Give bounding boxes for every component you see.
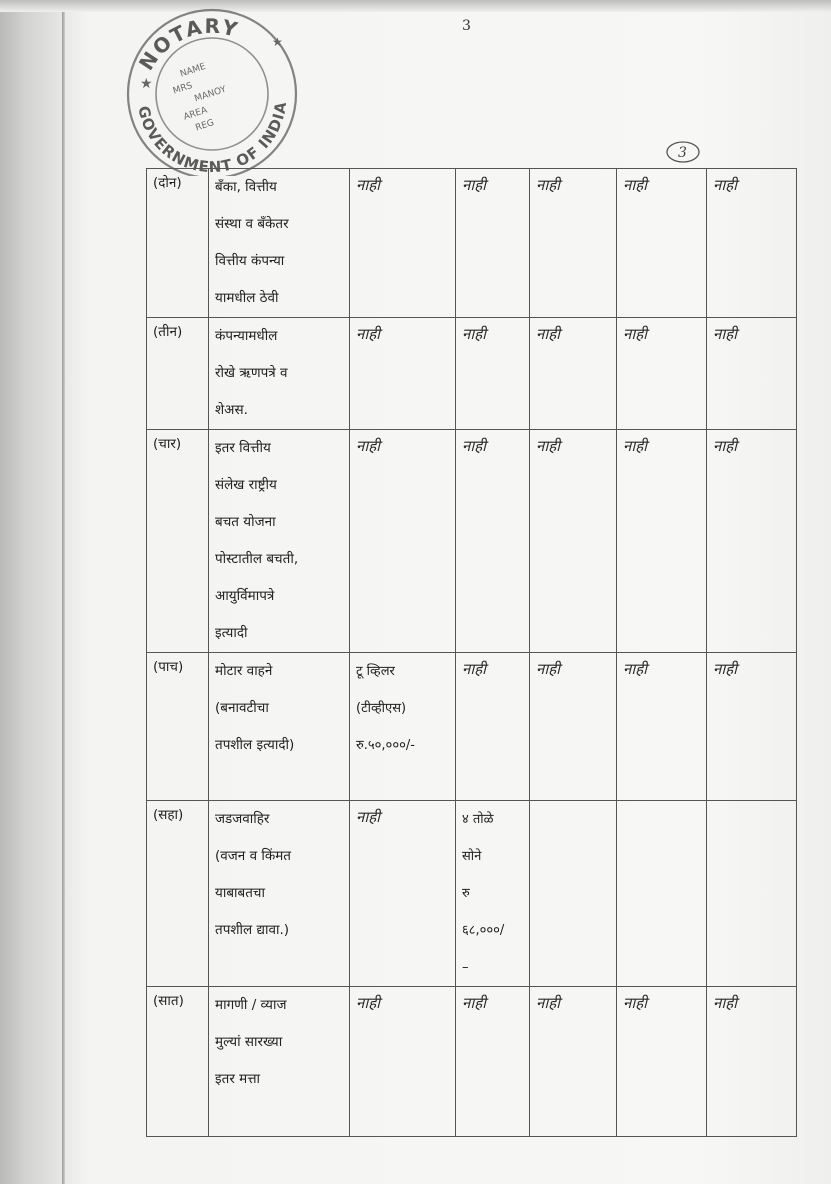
row-description: इतर वित्तीय संलेख राष्ट्रीय बचत योजना पोस्टातील बचती, आयुर्विमापत्रे इत्यादी <box>209 430 350 653</box>
stamp-inner-text: MRS <box>171 80 194 97</box>
cell-value: नाही <box>617 169 707 318</box>
svg-text:GOVERNMENT OF INDIA <box>134 100 290 176</box>
cell-value: नाही <box>530 430 617 653</box>
cell-value: टू व्हिलर (टीव्हीएस) रु.५०,०००/- <box>350 653 456 801</box>
row-number: (पाच) <box>147 653 209 801</box>
binding-spine <box>0 0 62 1184</box>
cell-value: नाही <box>456 318 530 430</box>
svg-text:3: 3 <box>678 145 687 161</box>
cell-value <box>530 801 617 987</box>
cell-value <box>617 801 707 987</box>
cell-value: नाही <box>617 430 707 653</box>
row-description: मागणी / व्याज मुल्यां सारख्या इतर मत्ता <box>209 987 350 1137</box>
cell-value: नाही <box>707 653 797 801</box>
circled-page-mark <box>664 140 702 164</box>
row-description: बँका, वित्तीय संस्था व बँकेतर वित्तीय कंपन्या यामधील ठेवी <box>209 169 350 318</box>
cell-value: नाही <box>530 318 617 430</box>
cell-value: नाही <box>530 169 617 318</box>
cell-value: नाही <box>530 987 617 1137</box>
stamp-inner-text: AREA <box>182 105 209 123</box>
cell-value: नाही <box>350 801 456 987</box>
row-description: मोटार वाहने (बनावटीचा तपशील इत्यादी) <box>209 653 350 801</box>
row-number: (चार) <box>147 430 209 653</box>
page-number: 3 <box>462 18 471 34</box>
row-number: (सहा) <box>147 801 209 987</box>
table-row <box>147 318 797 430</box>
row-description: जडजवाहिर (वजन व किंमत याबाबतचा तपशील द्यावा.) <box>209 801 350 987</box>
cell-value: नाही <box>617 318 707 430</box>
stamp-star-icon: ★ <box>272 35 283 49</box>
table-row <box>147 169 797 318</box>
table-row <box>147 801 797 987</box>
cell-value: नाही <box>456 169 530 318</box>
cell-value: नाही <box>530 653 617 801</box>
row-number: (दोन) <box>147 169 209 318</box>
stamp-ring-top-text: NOTARY <box>134 13 242 75</box>
row-number: (तीन) <box>147 318 209 430</box>
cell-value: नाही <box>456 430 530 653</box>
stamp-inner-text: REG <box>194 118 216 134</box>
table-row <box>147 430 797 653</box>
notary-stamp <box>116 6 306 176</box>
cell-value: नाही <box>707 430 797 653</box>
stamp-inner-text: MANOY <box>193 84 228 105</box>
cell-value: नाही <box>350 318 456 430</box>
row-number: (सात) <box>147 987 209 1137</box>
cell-value: नाही <box>617 653 707 801</box>
cell-value: नाही <box>617 987 707 1137</box>
cell-value <box>707 801 797 987</box>
stamp-inner-text: NAME <box>178 61 208 80</box>
table-row <box>147 653 797 801</box>
cell-value: नाही <box>350 169 456 318</box>
row-description: कंपन्यामधील रोखे ऋणपत्रे व शेअस. <box>209 318 350 430</box>
cell-value: नाही <box>707 987 797 1137</box>
cell-value: नाही <box>456 653 530 801</box>
binding-edge <box>62 0 65 1184</box>
stamp-ring-bottom-text: GOVERNMENT OF INDIA <box>134 99 291 176</box>
assets-table <box>146 168 797 1137</box>
table-row <box>147 987 797 1137</box>
cell-value: नाही <box>707 318 797 430</box>
cell-value: नाही <box>350 430 456 653</box>
cell-value: ४ तोळे सोने रु ६८,०००/ – <box>456 801 530 987</box>
stamp-star-icon: ★ <box>140 76 153 92</box>
cell-value: नाही <box>707 169 797 318</box>
cell-value: नाही <box>456 987 530 1137</box>
cell-value: नाही <box>350 987 456 1137</box>
